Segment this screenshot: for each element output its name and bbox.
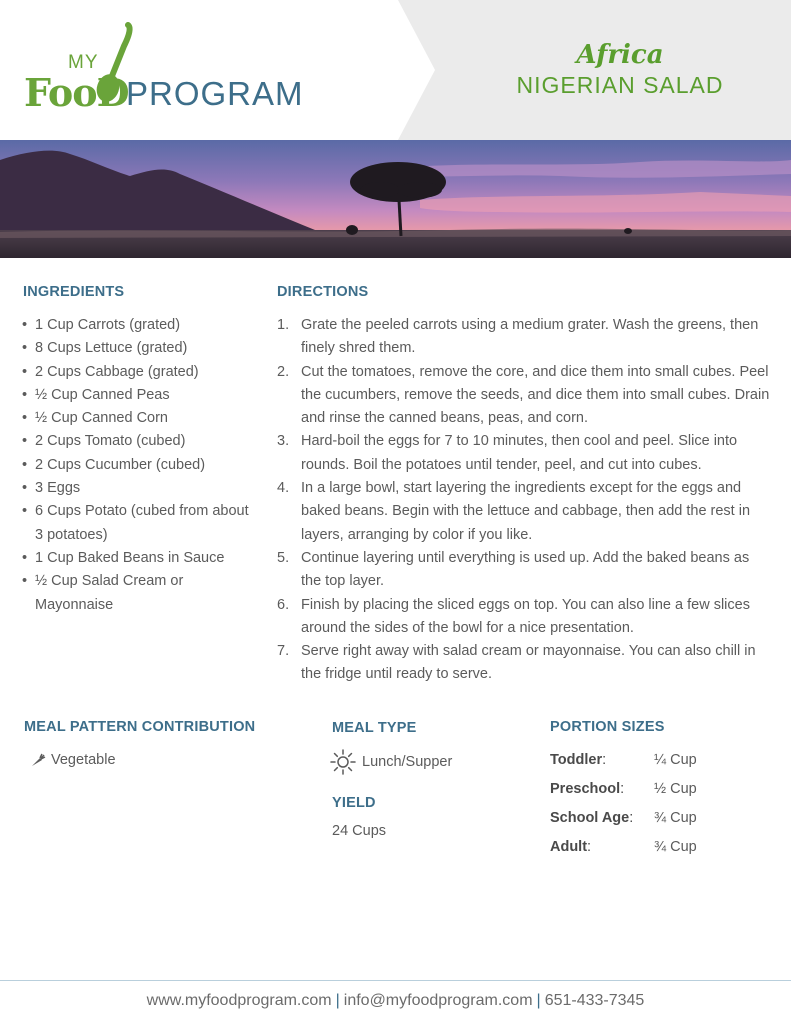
ingredient-item: • ½ Cup Canned Corn <box>22 407 252 430</box>
footer-divider <box>0 980 791 981</box>
directions-list <box>277 314 772 687</box>
step-text: In a large bowl, start layering the ingredients except for the eggs and baked beans. Begin with the lettuce and cabbage, then add the rest in layers, arranging by color if you like. <box>301 480 751 543</box>
ingredients-list <box>22 314 252 617</box>
yield-heading: YIELD <box>332 795 376 811</box>
portion-value: ¼ Cup <box>654 752 697 768</box>
portion-sizes-heading: PORTION SIZES <box>550 719 665 735</box>
ingredient-item: • ½ Cup Salad Cream or Mayonnaise <box>22 570 252 617</box>
direction-step <box>277 594 772 641</box>
footer-separator: | <box>335 992 340 1009</box>
meal-type-label: Lunch/Supper <box>362 754 453 770</box>
meal-type-item <box>330 749 452 775</box>
footer-phone[interactable]: 651-433-7345 <box>544 992 645 1009</box>
step-text: Cut the tomatoes, remove the core, and dice them into small cubes. Peel the cucumbers, remove the seeds, and dice them into small cubes. Drain and rinse the canned beans, peas, and corn. <box>301 363 770 427</box>
ingredient-item: • 2 Cups Cucumber (cubed) <box>22 454 252 477</box>
footer <box>0 992 791 1010</box>
step-text: Hard-boil the eggs for 7 to 10 minutes, then cool and peel. Slice into rounds. Boil the potatoes until tender, peel, and cut into cubes. <box>301 433 738 473</box>
logo-food-text: FooD <box>24 70 129 115</box>
step-number: 4. <box>277 480 290 497</box>
meal-type-heading: MEAL TYPE <box>332 720 417 736</box>
footer-email-link[interactable]: info@myfoodprogram.com <box>343 992 533 1009</box>
step-number: 1. <box>277 317 290 333</box>
ingredient-item: • 8 Cups Lettuce (grated) <box>22 337 252 360</box>
logo-program-text: PROGRAM <box>126 75 304 112</box>
portion-label: Adult: <box>550 839 592 855</box>
direction-step <box>277 361 772 431</box>
step-text: Grate the peeled carrots using a medium grater. Wash the greens, then finely shred them. <box>301 317 759 357</box>
savanna-sunset-banner <box>0 140 791 258</box>
step-text: Finish by placing the sliced eggs on top. You can also line a few slices around the sides of the bowl for a nice presentation. <box>301 596 750 636</box>
portion-label: School Age: <box>550 810 634 826</box>
ingredient-item: • ½ Cup Canned Peas <box>22 384 252 407</box>
ingredient-item: • 2 Cups Cabbage (grated) <box>22 361 252 384</box>
logo-my-text: MY <box>68 52 99 73</box>
sun-icon <box>330 749 356 775</box>
logo[interactable] <box>22 22 312 115</box>
footer-separator: | <box>536 992 541 1009</box>
header <box>0 0 791 140</box>
ingredient-item: • 1 Cup Carrots (grated) <box>22 314 252 337</box>
direction-step <box>277 314 772 361</box>
carrot-icon <box>30 752 46 768</box>
portion-value: ¾ Cup <box>654 810 697 826</box>
portion-value: ¾ Cup <box>654 839 697 855</box>
meal-pattern-heading: MEAL PATTERN CONTRIBUTION <box>24 719 256 735</box>
direction-step <box>277 640 772 687</box>
ingredient-item: • 3 Eggs <box>22 477 252 500</box>
yield-value: 24 Cups <box>332 823 387 839</box>
ingredients-heading: INGREDIENTS <box>23 284 125 300</box>
direction-step <box>277 430 772 477</box>
portion-value: ½ Cup <box>654 781 697 797</box>
portion-label: Toddler: <box>550 752 607 768</box>
step-number: 7. <box>277 643 290 660</box>
ingredient-item: • 2 Cups Tomato (cubed) <box>22 430 252 453</box>
footer-website-link[interactable]: www.myfoodprogram.com <box>146 992 332 1009</box>
recipe-title: NIGERIAN SALAD <box>516 72 724 98</box>
step-number: 2. <box>277 363 290 380</box>
step-number: 5. <box>277 549 290 566</box>
step-text: Continue layering until everything is used up. Add the baked beans as the top layer. <box>301 549 750 590</box>
portion-label: Preschool: <box>550 781 625 797</box>
direction-step <box>277 477 772 547</box>
ingredient-item: • 6 Cups Potato (cubed from about 3 potatoes) <box>22 500 252 547</box>
step-number: 3. <box>277 433 290 450</box>
directions-heading: DIRECTIONS <box>277 284 369 300</box>
meal-pattern-label: Vegetable <box>51 752 116 768</box>
step-text: Serve right away with salad cream or mayonnaise. You can also chill in the fridge until ready to serve. <box>301 643 756 683</box>
ingredient-item: • 1 Cup Baked Beans in Sauce <box>22 547 252 570</box>
recipe-region: Africa <box>576 40 664 70</box>
direction-step <box>277 547 772 594</box>
step-number: 6. <box>277 596 290 613</box>
meal-pattern-item <box>30 752 116 768</box>
